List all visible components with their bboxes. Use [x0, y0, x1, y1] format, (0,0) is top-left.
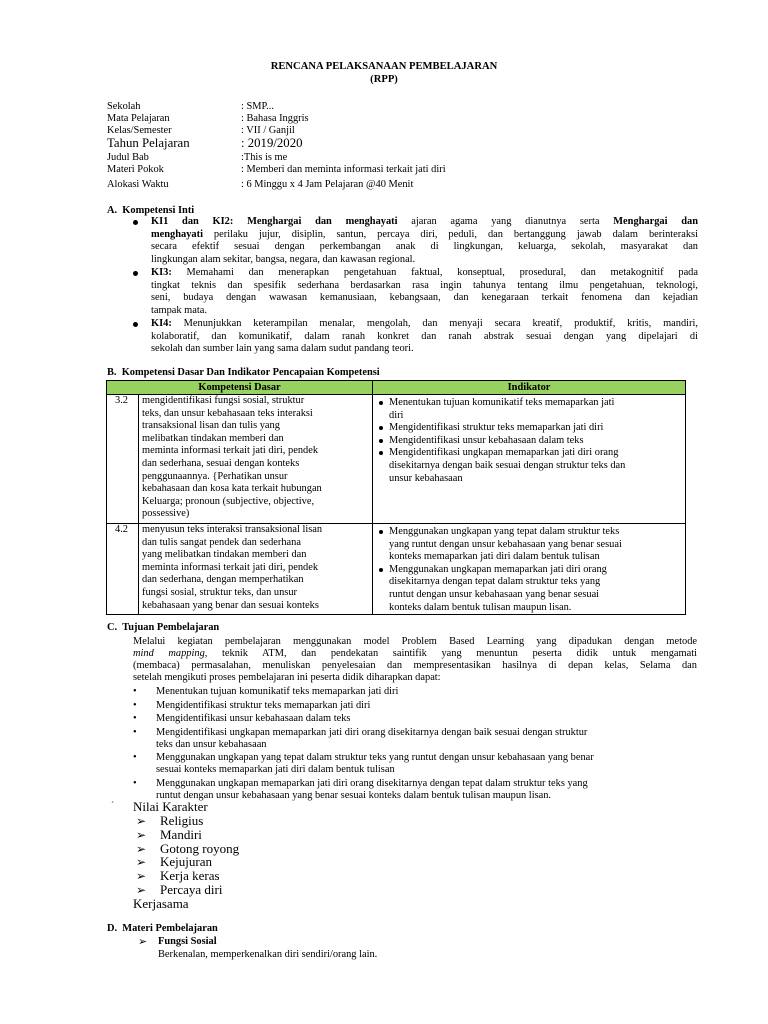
bullet-icon: • — [133, 752, 137, 763]
identity-value: :This is me — [241, 152, 288, 163]
ki-line: sekolah dan sumber lain yang sama dalam sudut pandang teori. — [151, 343, 414, 355]
arrow-bullet-icon: ➢ — [136, 869, 147, 884]
identity-label: Judul Bab — [107, 152, 149, 163]
identity-label: Kelas/Semester — [107, 125, 172, 136]
bullet-icon: • — [133, 686, 137, 697]
arrow-bullet-icon: ➢ — [136, 841, 147, 856]
kd-line: dan sederhana, dengan memperhatikan — [142, 574, 304, 586]
indicator-line: Mengidentifikasi unsur kebahasaan dalam teks — [389, 434, 584, 446]
ki-line: kolaboratif, dan komunikatif, dalam ranah konkret dan ranah abstrak sesuai dengan yang dipelajari di — [151, 330, 698, 342]
section-b-heading: B. Kompetensi Dasar Dan Indikator Pencapaian Kompetensi — [107, 367, 380, 378]
identity-value: : VII / Ganjil — [241, 125, 295, 136]
ki-line: KI1 dan KI2: Menghargai dan menghayati ajaran agama yang dianutnya serta Menghargai dan — [151, 216, 698, 227]
indicator-line: konteks dalam bentuk tulisan maupun lisan. — [389, 601, 572, 613]
indicator-line: Mengidentifikasi ungkapan memaparkan jati diri orang — [389, 447, 619, 459]
kd-line: teks, dan unsur kebahasaan teks interaksi — [142, 407, 313, 419]
indicator-item — [373, 447, 685, 485]
goal-line: teks dan unsur kebahasaan — [156, 738, 267, 750]
ki-line: tingkat teknis dan spesifik sederhana berdasarkan rasa ingin tahunya tentang ilmu pengetahuan, teknologi, — [151, 279, 698, 291]
nilai-item: Kejujuran — [160, 854, 212, 870]
section-d-sub: Fungsi Sosial — [158, 936, 217, 947]
nilai-item: Religius — [160, 813, 204, 828]
arrow-bullet-icon: ➢ — [138, 936, 148, 948]
arrow-bullet-icon: ➢ — [136, 814, 147, 828]
identity-label: Tahun Pelajaran — [107, 136, 190, 150]
section-c-heading: C. Tujuan Pembelajaran — [107, 622, 220, 633]
goal-line: Mengidentifikasi struktur teks memaparkan jati diri — [156, 699, 371, 711]
goal-line: Mengidentifikasi unsur kebahasaan dalam teks — [156, 713, 351, 724]
kd-header-competence: Kompetensi Dasar — [107, 381, 373, 395]
intro-line: setelah mengikuti proses pembelajaran ini peserta didik diharapkan dapat: — [133, 672, 441, 683]
bullet-icon — [133, 322, 138, 327]
kd-line: meminta informasi terkait jati diri, pendek — [142, 561, 319, 573]
identity-label: Materi Pokok — [107, 164, 164, 175]
goal-line: runtut dengan unsur kebahasaan yang benar sesuai konteks dalam bentuk tulisan maupun lisan. — [156, 789, 552, 801]
identity-value: : Bahasa Inggris — [241, 113, 309, 124]
bullet-icon: • — [133, 699, 137, 711]
nilai-heading: Nilai Karakter — [133, 799, 208, 814]
kd-line: yang melibatkan tindakan memberi dan — [142, 549, 307, 561]
indicator-line: konteks memaparkan jati diri dalam bentuk tulisan — [389, 551, 600, 563]
kd-line: kebahasaan dan kosa kata terkait hubungan — [142, 483, 322, 495]
bullet-icon — [133, 271, 138, 276]
table-row — [107, 395, 686, 524]
intro-line: Melalui kegiatan pembelajaran menggunakan model Problem Based Learning yang dipadukan dengan metode — [133, 636, 697, 647]
goal-line: Menentukan tujuan komunikatif teks memaparkan jati diri — [156, 686, 399, 697]
section-d-heading: D. Materi Pembelajaran — [107, 923, 218, 934]
indicator-item — [373, 526, 685, 564]
bullet-icon — [379, 530, 383, 534]
ki-line: secara efektif sesuai dengan perkembangan anak di lingkungan, keluarga, sekolah, masyarakat dan — [151, 241, 698, 253]
intro-line: (membaca) permasalahan, menuliskan penyelesaian dan mempresentasikan hasilnya di depan kelas, Selama dan — [133, 660, 697, 671]
kd-line: dan sederhana, sesuai dengan konteks — [142, 457, 300, 469]
kd-line: penggunaannya. {Perhatikan unsur — [142, 470, 288, 482]
kd-line: dan tulis sangat pendek dan sederhana — [142, 536, 301, 548]
bullet-icon — [379, 426, 383, 430]
bullet-icon — [379, 451, 383, 455]
indicator-line: Menggunakan ungkapan yang tepat dalam struktur teks — [389, 526, 620, 537]
section-d-text: Berkenalan, memperkenalkan diri sendiri/orang lain. — [158, 949, 378, 960]
identity-value: : 6 Minggu x 4 Jam Pelajaran @40 Menit — [241, 179, 414, 190]
identity-label: Mata Pelajaran — [107, 113, 170, 124]
nilai-item: Gotong royong — [160, 840, 240, 856]
goal-line: Mengidentifikasi ungkapan memaparkan jati diri orang disekitarnya dengan baik sesuai dengan struktur — [156, 726, 588, 738]
table-row — [107, 524, 686, 615]
ki-line: seni, budaya dengan wawasan kemanusiaan, kebangsaan, dan kenegaraan terkait fenomena dan kejadian — [151, 292, 698, 304]
kd-line: fungsi sosial, struktur teks, dan unsur — [142, 586, 297, 598]
bullet-icon: • — [133, 777, 137, 789]
kd-line: melibatkan tindakan memberi dan — [142, 432, 284, 444]
indicator-item — [373, 422, 685, 435]
ki-line: tampak mata. — [151, 305, 207, 317]
arrow-bullet-icon: ➢ — [136, 827, 147, 842]
nilai-last: Kerjasama — [133, 896, 189, 911]
bullet-icon — [379, 568, 383, 572]
doc-subtitle: (RPP) — [370, 74, 398, 85]
indicator-item — [373, 564, 685, 614]
goal-line: Menggunakan ungkapan memaparkan jati diri orang disekitarnya dengan tepat dalam struktur teks yang — [156, 777, 588, 789]
kd-text-cell — [139, 524, 373, 615]
kd-table — [106, 380, 686, 615]
indicator-line: Menggunakan ungkapan memaparkan jati diri orang — [389, 563, 607, 575]
kd-number: 4.2 — [107, 524, 139, 615]
kd-line: transaksional lisan dan tulis yang — [142, 420, 280, 432]
identity-value: : Memberi dan meminta informasi terkait jati diri — [241, 164, 446, 175]
kd-line: kebahasaan yang benar dan sesuai konteks — [142, 599, 319, 611]
indicator-cell — [373, 524, 686, 615]
indicator-cell — [373, 395, 686, 524]
kd-header-indicator: Indikator — [373, 381, 686, 395]
indicator-line: disekitarnya dengan baik sesuai dengan struktur teks dan — [389, 459, 626, 471]
goal-line: Menggunakan ungkapan yang tepat dalam struktur teks yang runtut dengan unsur kebahasaan yang benar — [156, 752, 594, 763]
ki-line: menghayati perilaku jujur, disiplin, santun, percaya diri, peduli, dan bertanggung jawab dalam berinteraksi — [151, 228, 698, 240]
section-a-heading: A. Kompetensi Inti — [107, 205, 195, 216]
nilai-item: Percaya diri — [160, 882, 223, 897]
kd-text-cell — [139, 395, 373, 524]
identity-value: : 2019/2020 — [241, 136, 303, 150]
identity-label: Alokasi Waktu — [107, 179, 169, 190]
bullet-icon: • — [133, 713, 137, 724]
indicator-item — [373, 397, 685, 422]
indicator-line: disekitarnya dengan tepat dalam struktur teks yang — [389, 576, 601, 588]
indicator-line: unsur kebahasaan — [389, 472, 463, 484]
ki-line: KI4: Menunjukkan keterampilan menalar, mengolah, dan menyaji secara kreatif, produktif, kritis, mandiri, — [151, 318, 698, 329]
nilai-item: Mandiri — [160, 826, 202, 842]
tick-mark: ˊ — [111, 800, 114, 810]
ki-line: lingkungan alam sekitar, bangsa, negara, dan kawasan regional. — [151, 254, 416, 266]
indicator-line: runtut dengan unsur kebahasaan yang benar sesuai — [389, 588, 600, 600]
arrow-bullet-icon: ➢ — [136, 883, 147, 897]
bullet-icon — [379, 401, 383, 405]
kd-table-header — [107, 381, 686, 395]
kd-line: menyusun teks interaksi transaksional lisan — [142, 524, 323, 535]
indicator-line: yang runtut dengan unsur kebahasaan yang benar sesuai — [389, 538, 622, 550]
nilai-item: Kerja keras — [160, 868, 220, 884]
doc-title: RENCANA PELAKSANAAN PEMBELAJARAN — [270, 61, 498, 72]
kd-line: Keluarga; pronoun (subjective, objective, — [142, 495, 315, 507]
identity-value: : SMP... — [241, 101, 274, 112]
arrow-bullet-icon: ➢ — [136, 855, 147, 870]
ki-line: KI3: Memahami dan menerapkan pengetahuan faktual, konseptual, prosedural, dan metakognitif pada — [151, 267, 698, 278]
kd-number: 3.2 — [107, 395, 139, 524]
indicator-line: Menentukan tujuan komunikatif teks memaparkan jati — [389, 397, 615, 408]
goal-line: sesuai konteks memaparkan jati diri dalam bentuk tulisan — [156, 764, 395, 775]
bullet-icon — [379, 439, 383, 443]
indicator-item — [373, 435, 685, 448]
indicator-line: Mengidentifikasi struktur teks memaparkan jati diri — [389, 422, 604, 434]
identity-label: Sekolah — [107, 101, 141, 112]
kd-line: meminta informasi terkait jati diri, pendek — [142, 445, 319, 457]
kd-line: possessive) — [142, 508, 190, 520]
indicator-line: diri — [389, 409, 404, 421]
bullet-icon: • — [133, 726, 137, 738]
intro-line: mind mapping, teknik ATM, dan pendekatan saintifik yang menuntun peserta didik untuk mengamati — [133, 648, 697, 659]
bullet-icon — [133, 220, 138, 225]
kd-line: mengidentifikasi fungsi sosial, struktur — [142, 395, 305, 406]
